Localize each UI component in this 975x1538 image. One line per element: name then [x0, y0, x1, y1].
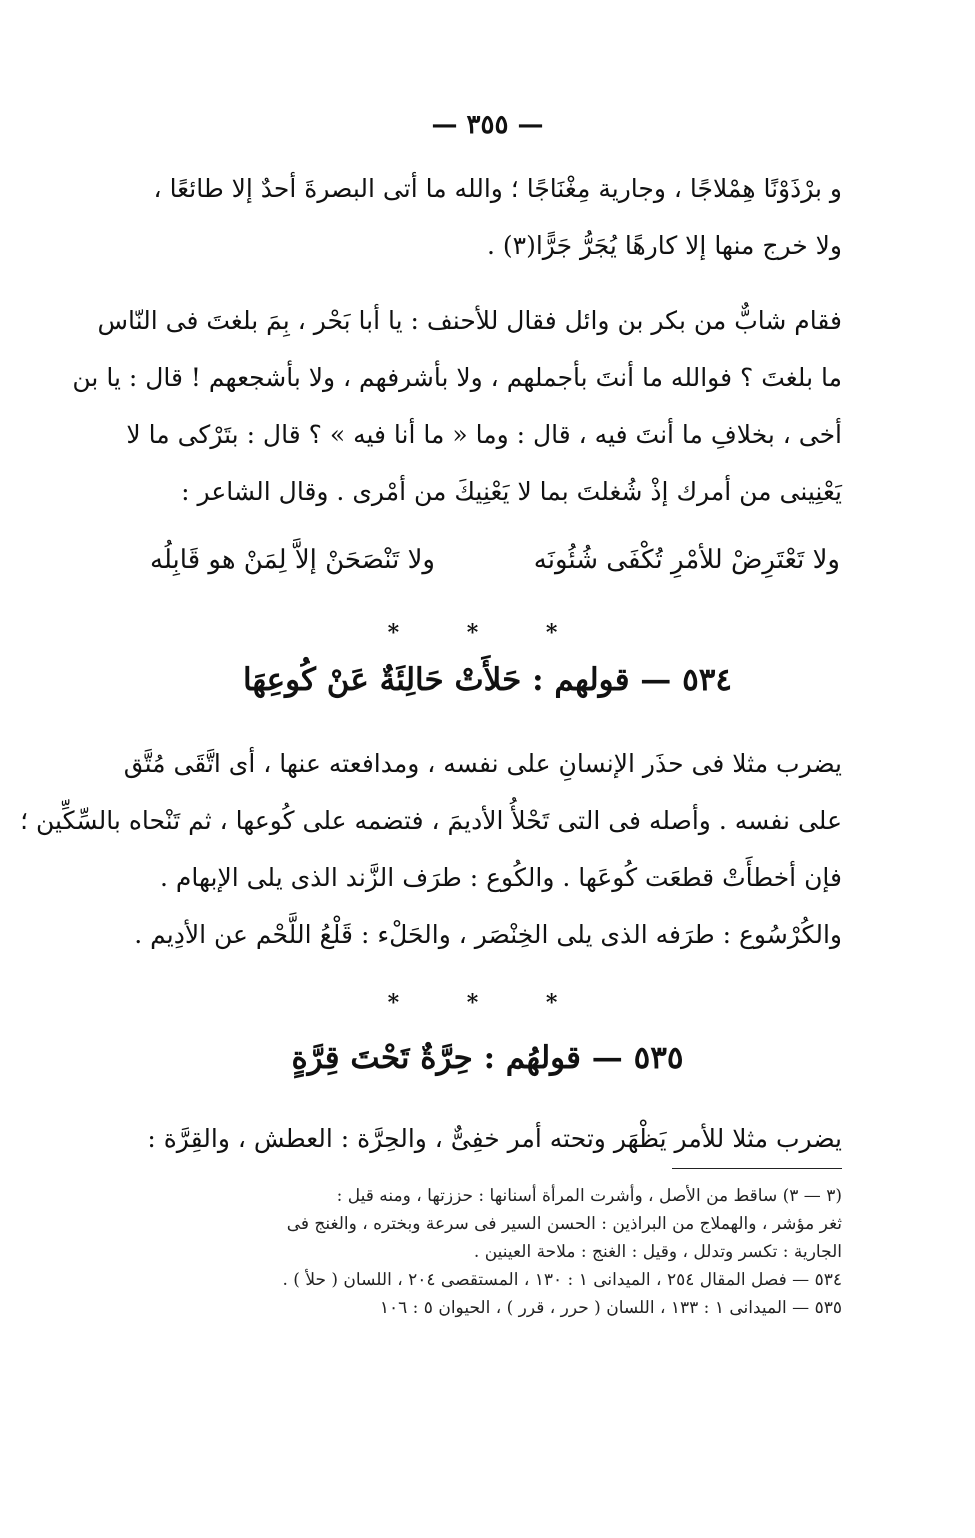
entry-535-line: يضرب مثلا للأمر يَظْهَر وتحته أمر خفِىٌّ ، والحِرَّة : العطش ، والقِرَّة :	[147, 1124, 842, 1153]
footnote-line: ثغر مؤشر ، والهملاج من البراذين : الحسن السير فى سرعة وبختره ، والغنج فى	[286, 1214, 842, 1234]
footnote-rule	[672, 1168, 842, 1169]
entry-534-line: فإن أخطأَتْ قطعَت كُوعَها . والكُوع : طرَف الزَّند الذى يلى الإبهام .	[159, 863, 842, 892]
entry-535-body	[128, 1110, 842, 1167]
section-separator: * * *	[387, 990, 588, 1016]
footnotes	[128, 1182, 842, 1322]
entry-534-line: والكُرْسُوع : طرَفه الذى يلى الخِنْصَر ، والحَلْء : قَلْعُ اللَّحْم عن الأدِيم .	[134, 920, 842, 949]
paragraph-1	[128, 160, 842, 274]
footnote-line: ٥٣٤ — فصل المقال ٢٥٤ ، الميدانى ١ : ١٣٠ ، المستقصى ٢٠٤ ، اللسان ( حلأ ) .	[282, 1270, 842, 1290]
verse-hemistich-1: ولا تَعْتَرِضْ للأمْرِ تُكْفَى شُئُونَه	[533, 545, 840, 575]
paragraph-2-line: ما بلغتَ ؟ فوالله ما أنتَ بأجملهم ، ولا بأشرفهم ، ولا بأشجعهم ! قال : يا بن	[72, 363, 842, 392]
paragraph-1-line: ولا خرج منها إلا كارهًا يُجَرُّ جَرًّا(٣) .	[487, 231, 842, 260]
entry-534-line: يضرب مثلا فى حذَر الإنسانِ على نفسه ، ومدافعته عنها ، أى اتَّقَى مُتَّق	[123, 749, 842, 778]
section-separator: * * *	[387, 620, 588, 646]
verse-hemistich-2: ولا تَنْصَحَنْ إلاَّ لِمَنْ هو قَابِلُه	[150, 545, 435, 575]
paragraph-2-line: أخى ، بخلافِ ما أنتَ فيه ، قال : وما « ما أنا فيه » ؟ قال : بتَرْكى ما لا	[126, 420, 842, 449]
footnote-line: (٣ — ٣) ساقط من الأصل ، وأشرت المرأة أسنانها : حززتها ، ومنه قيل :	[336, 1186, 842, 1206]
poetry-verse	[150, 545, 840, 605]
footnote-line: الجارية : تكسر وتدلل ، وقيل : الغنج : ملاحة العينين .	[473, 1242, 842, 1262]
entry-534-body	[20, 735, 842, 963]
paragraph-2	[72, 292, 842, 520]
paragraph-2-line: يَعْنِينى من أمرك إذْ شُغلتَ بما لا يَعْنِيكَ من أمْرى . وقال الشاعر :	[181, 477, 842, 506]
entry-534-line: على نفسه . وأصله فى التى تَحْلأُ الأديمَ ، فتضمه على كُوعها ، ثم تَنْحاه بالسِّكِّين ؛	[20, 806, 842, 835]
paragraph-1-line: و برْذَوْنًا هِمْلاجًا ، وجارية مِغْنَاجًا ؛ والله ما أتى البصرةَ أحدٌ إلا طائعًا ،	[153, 174, 842, 203]
paragraph-2-line: فقام شابٌّ من بكر بن وائل فقال للأحنف : يا أبا بَحْر ، بِمَ بلغتَ فى النّاس	[97, 306, 842, 335]
entry-535-heading: ٥٣٥ — قولهُم : حِرَّةٌ تَحْتَ قِرَّةٍ	[291, 1040, 684, 1076]
page-number: — ٣٥٥ —	[431, 110, 544, 140]
footnote-line: ٥٣٥ — الميدانى ١ : ١٣٣ ، اللسان ( حرر ، قرر ) ، الحيوان ٥ : ١٠٦	[379, 1298, 842, 1318]
entry-534-heading: ٥٣٤ — قولهم : حَلأَتْ حَالِئَةٌ عَنْ كُوعِهَا	[242, 662, 733, 698]
